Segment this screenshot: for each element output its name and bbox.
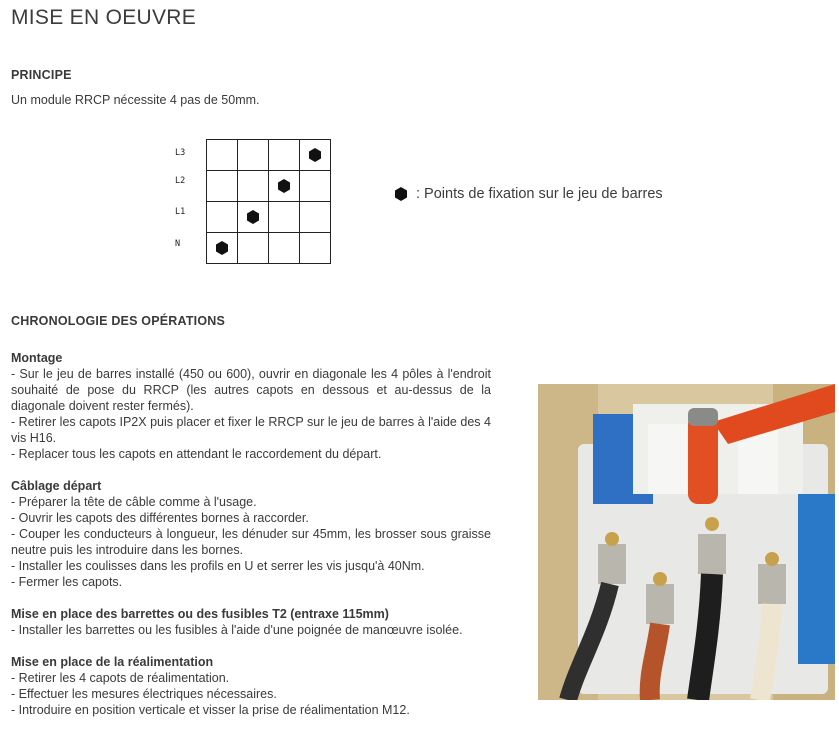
group-title: Mise en place de la réalimentation (11, 655, 214, 669)
principe-text: Un module RRCP nécessite 4 pas de 50mm. (11, 93, 260, 107)
grid-cell (299, 201, 331, 233)
row-label-n: N (175, 239, 181, 249)
grid-cell (268, 201, 300, 233)
grid-cell (237, 232, 269, 264)
operations-list (11, 350, 491, 734)
fixation-point-icon (277, 179, 291, 193)
group-title: Câblage départ (11, 479, 102, 493)
group-barrettes (11, 606, 491, 638)
grid-cell (206, 201, 238, 233)
step-line: - Sur le jeu de barres installé (450 ou 600), ouvrir en diagonale les 4 pôles à l'endroit souhaité de pose du RRCP (les autres capots en dessous et au-dessus de la diagonale doivent rester fermés). (11, 367, 491, 413)
group-realimentation (11, 654, 491, 718)
step-line: - Retirer les 4 capots de réalimentation. (11, 671, 230, 685)
step-line: - Préparer la tête de câble comme à l'usage. (11, 495, 257, 509)
grid-cell (237, 139, 269, 171)
step-line: - Retirer les capots IP2X puis placer et fixer le RRCP sur le jeu de barres à l'aide des 4 vis H16. (11, 415, 491, 445)
installation-photo (538, 384, 835, 700)
legend-text: : Points de fixation sur le jeu de barres (416, 186, 663, 202)
principe-heading: PRINCIPE (11, 68, 72, 82)
grid-cell (299, 232, 331, 264)
group-cablage (11, 478, 491, 590)
page-title: MISE EN OEUVRE (11, 6, 197, 29)
grid-cell (237, 201, 269, 233)
step-line: - Effectuer les mesures électriques nécessaires. (11, 687, 277, 701)
fixation-point-icon (215, 241, 229, 255)
grid-cell (299, 139, 331, 171)
step-line: - Ouvrir les capots des différentes bornes à raccorder. (11, 511, 309, 525)
grid-cell (206, 232, 238, 264)
grid-cell (268, 139, 300, 171)
row-label-l2: L2 (175, 176, 186, 186)
grid-cell (237, 170, 269, 202)
grid-cell (268, 170, 300, 202)
grid-cell (206, 139, 238, 171)
grid-cell (206, 170, 238, 202)
grid-cell (299, 170, 331, 202)
group-title: Montage (11, 351, 63, 365)
grid-cell (268, 232, 300, 264)
group-title: Mise en place des barrettes ou des fusibles T2 (entraxe 115mm) (11, 607, 389, 621)
step-line: - Fermer les capots. (11, 575, 123, 589)
fixation-point-icon (394, 187, 408, 201)
fixation-point-icon (308, 148, 322, 162)
step-line: - Installer les barrettes ou les fusibles à l'aide d'une poignée de manœuvre isolée. (11, 623, 463, 637)
step-line: - Introduire en position verticale et visser la prise de réalimentation M12. (11, 703, 410, 717)
group-montage (11, 350, 491, 462)
step-line: - Replacer tous les capots en attendant le raccordement du départ. (11, 447, 382, 461)
step-line: - Installer les coulisses dans les profils en U et serrer les vis jusqu'à 40Nm. (11, 559, 425, 573)
fixation-point-icon (246, 210, 260, 224)
step-line: - Couper les conducteurs à longueur, les dénuder sur 45mm, les brosser sous graisse neutre puis les introduire dans les bornes. (11, 527, 491, 557)
chronologie-heading: CHRONOLOGIE DES OPÉRATIONS (11, 314, 226, 328)
busbar-grid (206, 139, 330, 263)
row-label-l3: L3 (175, 148, 186, 158)
rrcp-installation-image (538, 384, 835, 700)
diagram-legend (394, 186, 663, 202)
row-label-l1: L1 (175, 207, 186, 217)
